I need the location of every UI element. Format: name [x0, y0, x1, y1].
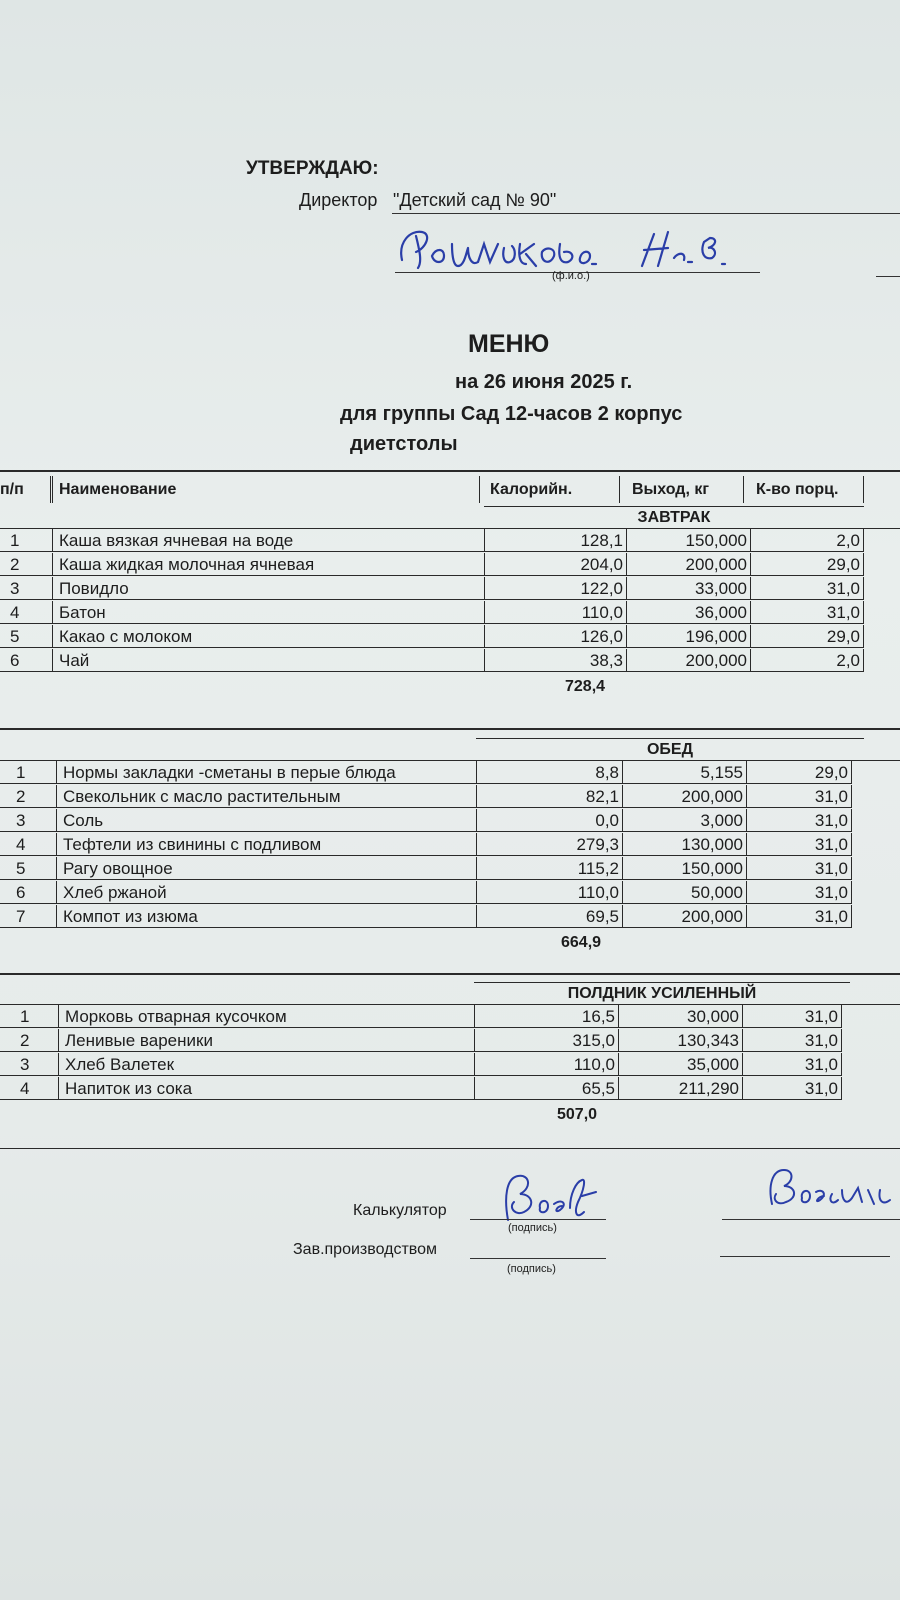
production-signature-caption: (подпись)	[507, 1263, 556, 1275]
row-calories: 38,3	[484, 649, 626, 672]
row-calories: 122,0	[484, 577, 626, 600]
calculator-name-signature	[762, 1164, 900, 1216]
row-portions: 2,0	[750, 529, 864, 552]
table-row	[0, 601, 900, 625]
row-calories: 279,3	[476, 833, 622, 856]
row-portions: 31,0	[750, 601, 864, 624]
section-divider	[0, 973, 900, 975]
row-name: Повидло	[52, 577, 484, 600]
column-header-number: п/п	[0, 476, 51, 503]
table-row	[0, 1029, 900, 1053]
row-portions: 2,0	[750, 649, 864, 672]
row-output: 50,000	[622, 881, 746, 904]
menu-title: МЕНЮ	[468, 330, 550, 358]
table-bottom-rule	[0, 1148, 900, 1149]
row-portions: 31,0	[746, 905, 852, 928]
row-number: 7	[0, 905, 56, 928]
row-number: 4	[0, 1077, 58, 1100]
row-output: 130,343	[618, 1029, 742, 1052]
section-total: 728,4	[565, 678, 606, 695]
row-output: 130,000	[622, 833, 746, 856]
row-output: 200,000	[622, 905, 746, 928]
row-portions: 31,0	[746, 785, 852, 808]
row-name: Напиток из сока	[58, 1077, 474, 1100]
table-row	[0, 905, 900, 929]
column-header-calories: Калорийн.	[484, 476, 620, 503]
row-number: 4	[0, 601, 52, 624]
row-name: Соль	[56, 809, 476, 832]
fio-caption: (ф.и.о.)	[552, 270, 590, 282]
row-output: 211,290	[618, 1077, 742, 1100]
row-name: Тефтели из свинины с подливом	[56, 833, 476, 856]
row-portions: 31,0	[742, 1029, 842, 1052]
row-calories: 110,0	[474, 1053, 618, 1076]
table-row	[0, 529, 900, 553]
row-calories: 128,1	[484, 529, 626, 552]
table-row	[0, 1005, 900, 1029]
section-total: 507,0	[557, 1106, 598, 1123]
row-calories: 204,0	[484, 553, 626, 576]
row-portions: 29,0	[750, 625, 864, 648]
row-output: 36,000	[626, 601, 750, 624]
row-name: Компот из изюма	[56, 905, 476, 928]
row-number: 6	[0, 649, 52, 672]
row-output: 33,000	[626, 577, 750, 600]
row-name: Свекольник с масло растительным	[56, 785, 476, 808]
row-calories: 110,0	[476, 881, 622, 904]
table-row	[0, 785, 900, 809]
organization-name: "Детский сад № 90"	[393, 190, 557, 210]
row-number: 1	[0, 1005, 58, 1028]
row-name: Хлеб ржаной	[56, 881, 476, 904]
table-row	[0, 1077, 900, 1101]
table-row	[0, 809, 900, 833]
row-output: 200,000	[626, 553, 750, 576]
row-number: 3	[0, 809, 56, 832]
row-portions: 31,0	[746, 881, 852, 904]
row-name: Какао с молоком	[52, 625, 484, 648]
director-label: Директор	[299, 190, 378, 210]
director-underline	[392, 213, 900, 214]
row-portions: 31,0	[746, 833, 852, 856]
row-number: 2	[0, 1029, 58, 1052]
approval-title: УТВЕРЖДАЮ:	[246, 158, 379, 179]
row-name: Морковь отварная кусочком	[58, 1005, 474, 1028]
row-output: 30,000	[618, 1005, 742, 1028]
row-output: 3,000	[622, 809, 746, 832]
row-number: 3	[0, 577, 52, 600]
menu-group: для группы Сад 12-часов 2 корпус	[340, 403, 683, 425]
calculator-label: Калькулятор	[353, 1202, 447, 1219]
section-title: ПОЛДНИК УСИЛЕННЫЙ	[474, 982, 850, 1005]
row-output: 150,000	[626, 529, 750, 552]
row-name: Каша вязкая ячневая на воде	[52, 529, 484, 552]
menu-date: на 26 июня 2025 г.	[455, 371, 633, 393]
row-calories: 8,8	[476, 761, 622, 784]
row-name: Батон	[52, 601, 484, 624]
row-output: 200,000	[626, 649, 750, 672]
row-calories: 82,1	[476, 785, 622, 808]
row-number: 5	[0, 625, 52, 648]
production-name-line	[720, 1256, 890, 1257]
section-title: ЗАВТРАК	[484, 506, 864, 529]
table-header	[0, 476, 900, 504]
row-portions: 29,0	[746, 761, 852, 784]
row-number: 1	[0, 761, 56, 784]
table-row	[0, 881, 900, 905]
production-manager-label: Зав.производством	[293, 1241, 437, 1258]
calculator-signature-line	[470, 1219, 606, 1220]
row-output: 200,000	[622, 785, 746, 808]
table-top-rule	[0, 470, 900, 472]
column-header-portions: К-во порц.	[750, 476, 864, 503]
production-signature-line	[470, 1258, 606, 1259]
director-signature	[392, 222, 742, 274]
row-number: 5	[0, 857, 56, 880]
row-name: Каша жидкая молочная ячневая	[52, 553, 484, 576]
row-number: 6	[0, 881, 56, 904]
row-calories: 115,2	[476, 857, 622, 880]
column-header-output: Выход, кг	[626, 476, 744, 503]
row-portions: 31,0	[746, 809, 852, 832]
row-number: 2	[0, 785, 56, 808]
director-signature-line-right	[876, 276, 900, 277]
row-calories: 110,0	[484, 601, 626, 624]
section-title: ОБЕД	[476, 738, 864, 761]
table-row	[0, 833, 900, 857]
row-output: 150,000	[622, 857, 746, 880]
table-row	[0, 553, 900, 577]
row-name: Ленивые вареники	[58, 1029, 474, 1052]
row-name: Хлеб Валетек	[58, 1053, 474, 1076]
row-number: 3	[0, 1053, 58, 1076]
table-row	[0, 857, 900, 881]
row-portions: 31,0	[742, 1005, 842, 1028]
calculator-name-line	[722, 1219, 900, 1220]
section-total: 664,9	[561, 934, 602, 951]
row-calories: 315,0	[474, 1029, 618, 1052]
section-divider	[0, 728, 900, 730]
row-calories: 65,5	[474, 1077, 618, 1100]
row-portions: 31,0	[742, 1053, 842, 1076]
calculator-signature-caption: (подпись)	[508, 1222, 557, 1234]
row-calories: 69,5	[476, 905, 622, 928]
row-name: Рагу овощное	[56, 857, 476, 880]
row-output: 5,155	[622, 761, 746, 784]
table-row	[0, 649, 900, 673]
row-portions: 31,0	[750, 577, 864, 600]
row-output: 35,000	[618, 1053, 742, 1076]
row-name: Нормы закладки -сметаны в перые блюда	[56, 761, 476, 784]
row-calories: 16,5	[474, 1005, 618, 1028]
row-number: 4	[0, 833, 56, 856]
table-row	[0, 625, 900, 649]
row-number: 2	[0, 553, 52, 576]
table-row	[0, 1053, 900, 1077]
row-portions: 29,0	[750, 553, 864, 576]
row-name: Чай	[52, 649, 484, 672]
table-row	[0, 761, 900, 785]
row-calories: 126,0	[484, 625, 626, 648]
row-number: 1	[0, 529, 52, 552]
column-header-name: Наименование	[52, 476, 480, 503]
row-portions: 31,0	[746, 857, 852, 880]
menu-diet: диетстолы	[350, 433, 458, 455]
row-output: 196,000	[626, 625, 750, 648]
row-calories: 0,0	[476, 809, 622, 832]
table-row	[0, 577, 900, 601]
row-portions: 31,0	[742, 1077, 842, 1100]
